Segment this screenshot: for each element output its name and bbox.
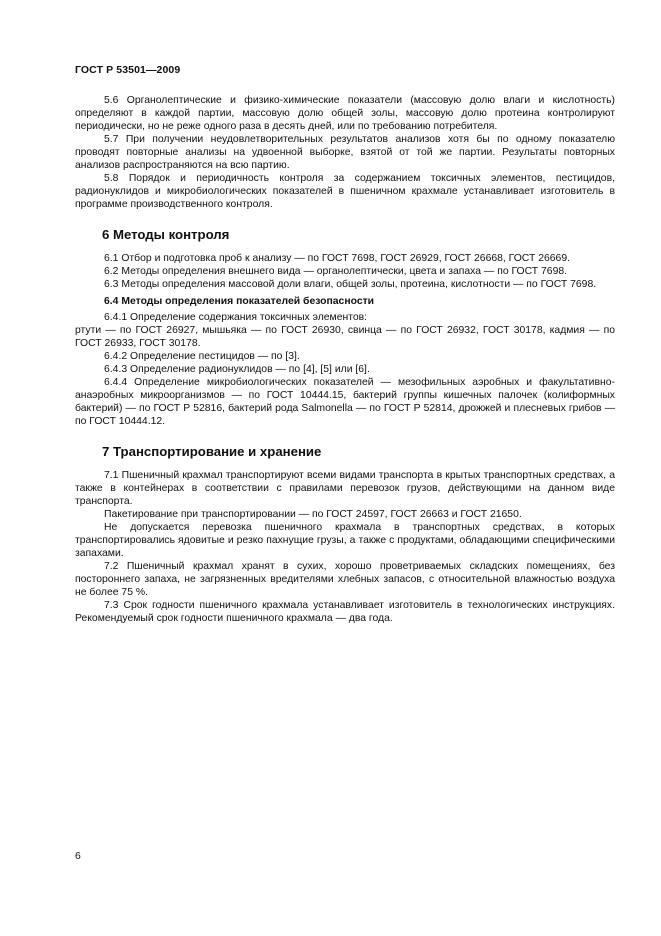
paragraph-6-4-3: 6.4.3 Определение радионуклидов — по [4], [5] или [6]. xyxy=(104,364,370,375)
paragraph-6-4-4: 6.4.4 Определение микробиологических показателей — мезофильных аэробных и факультативно-анаэробных микроорганизмов — по ГОСТ 10444.15, бактерий группы кишечных палочек (колиформных бактерий) — по ГОСТ Р 52816, бактерий рода Salmonella — по ГОСТ Р 52814, дрожжей и плесневых грибов — по ГОСТ 10444.12. xyxy=(75,377,615,427)
paragraph-7-3: 7.3 Срок годности пшеничного крахмала устанавливает изготовитель в технологических инструкциях. Рекомендуемый срок годности пшеничного крахмала — два года. xyxy=(75,600,615,624)
paragraph-7-2: 7.2 Пшеничный крахмал хранят в сухих, хорошо проветриваемых складских помещениях, без постороннего запаха, не загрязненных вредителями хлебных запасов, с относительной влажностью воздуха не более 75 %. xyxy=(75,561,615,598)
paragraph-7-1-restrictions: Не допускается перевозка пшеничного крахмала в транспортных средствах, в которых транспортировались ядовитые и резко пахнущие грузы, а также с продуктами, обладающими специфическими запахами. xyxy=(75,522,615,559)
paragraph-5-8: 5.8 Порядок и периодичность контроля за содержанием токсичных элементов, пестицидов, радионуклидов и микробиологических показателей в пшеничном крахмале устанавливает изготовитель в программе производственного контроля. xyxy=(75,173,615,210)
paragraph-6-3: 6.3 Методы определения массовой доли влаги, общей золы, протеина, кислотности — по ГОСТ 7698. xyxy=(104,279,597,290)
paragraph-7-1: 7.1 Пшеничный крахмал транспортируют всеми видами транспорта в крытых транспортных средствах, а также в контейнерах в соответствии с правилами перевозок грузов, действующими на данном виде транспорта. xyxy=(75,470,615,507)
paragraph-6-2: 6.2 Методы определения внешнего вида — органолептически, цвета и запаха — по ГОСТ 7698. xyxy=(104,266,568,277)
paragraph-7-1-packaging: Пакетирование при транспортировании — по ГОСТ 24597, ГОСТ 26663 и ГОСТ 21650. xyxy=(104,509,522,520)
paragraph-6-4-1-continued: ртути — по ГОСТ 26927, мышьяка — по ГОСТ 26930, свинца — по ГОСТ 26932, ГОСТ 30178, кадмия — по ГОСТ 26933, ГОСТ 30178. xyxy=(75,325,615,349)
document-body xyxy=(75,94,615,625)
paragraph-5-6: 5.6 Органолептические и физико-химические показатели (массовую долю влаги и кислотность) определяют в каждой партии, массовую долю общей золы, массовую долю протеина контролируют периодически, но не реже одного раза в десять дней, или по требованию потребителя. xyxy=(75,95,615,132)
paragraph-6-4-1: 6.4.1 Определение содержания токсичных элементов: xyxy=(104,312,368,323)
paragraph-5-7: 5.7 При получении неудовлетворительных результатов анализов хотя бы по одному показателю проводят повторные анализы на удвоенной выборке, взятой от той же партии. Результаты повторных анализов распространяются на всю партию. xyxy=(75,134,615,171)
document-header: ГОСТ Р 53501—2009 xyxy=(75,64,181,76)
section-6-title: 6 Методы контроля xyxy=(102,227,230,242)
section-7-title: 7 Транспортирование и хранение xyxy=(102,444,322,459)
page-number: 6 xyxy=(75,851,81,862)
subsection-6-4-title: 6.4 Методы определения показателей безопасности xyxy=(104,296,375,307)
paragraph-6-1: 6.1 Отбор и подготовка проб к анализу — по ГОСТ 7698, ГОСТ 26929, ГОСТ 26668, ГОСТ 26669. xyxy=(104,253,570,264)
paragraph-6-4-2: 6.4.2 Определение пестицидов — по [3]. xyxy=(104,351,300,362)
